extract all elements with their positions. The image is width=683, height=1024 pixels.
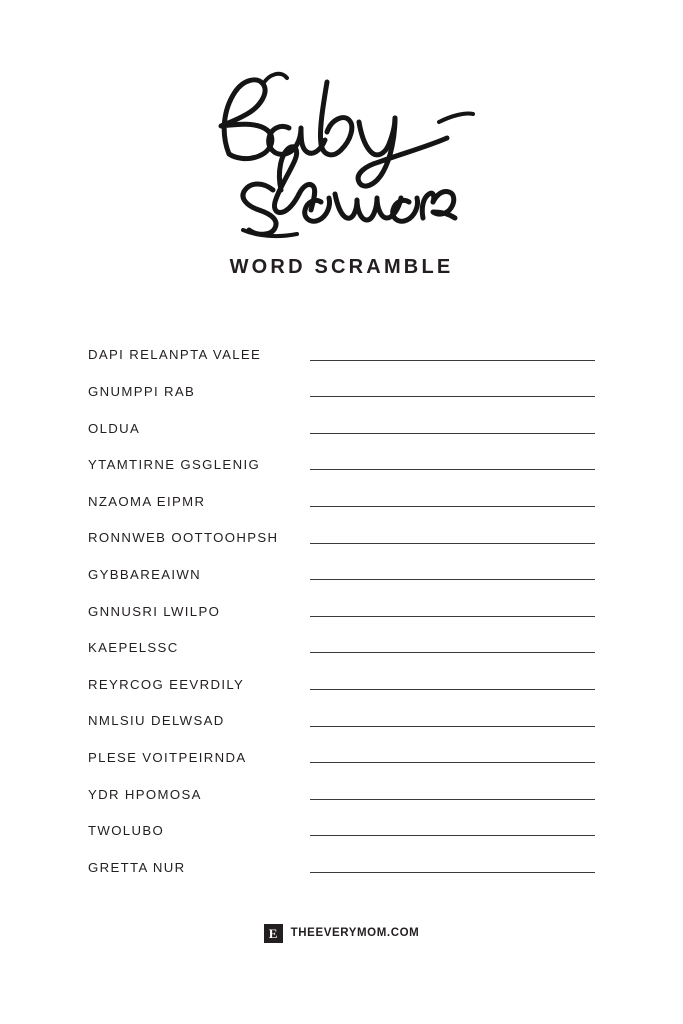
script-title-artwork bbox=[177, 62, 507, 252]
list-item bbox=[88, 697, 595, 734]
scramble-word: GRETTA NUR bbox=[88, 859, 186, 875]
scramble-word: KAEPELSSC bbox=[88, 640, 179, 656]
answer-line[interactable] bbox=[310, 688, 595, 690]
scramble-word: NZAOMA EIPMR bbox=[88, 493, 206, 509]
list-item bbox=[88, 660, 595, 697]
answer-line[interactable] bbox=[310, 798, 595, 800]
scramble-word: REYRCOG EEVRDILY bbox=[88, 676, 245, 692]
list-item bbox=[88, 807, 595, 844]
answer-line[interactable] bbox=[310, 871, 595, 873]
answer-line[interactable] bbox=[310, 651, 595, 653]
list-item bbox=[88, 404, 595, 441]
footer bbox=[264, 924, 420, 943]
answer-line[interactable] bbox=[310, 542, 595, 544]
footer-site-label: THEEVERYMOM.COM bbox=[290, 927, 420, 940]
scramble-word: RONNWEB OOTTOOHPSH bbox=[88, 530, 279, 546]
scramble-word: YDR HPOMOSA bbox=[88, 786, 202, 802]
answer-line[interactable] bbox=[310, 578, 595, 580]
list-item bbox=[88, 770, 595, 807]
scramble-word: NMLSIU DELWSAD bbox=[88, 713, 225, 729]
scramble-word: TWOLUBO bbox=[88, 823, 165, 839]
scramble-word: GNNUSRI LWILPO bbox=[88, 603, 221, 619]
list-item bbox=[88, 477, 595, 514]
scramble-word: GNUMPPI RAB bbox=[88, 383, 196, 399]
answer-line[interactable] bbox=[310, 761, 595, 763]
scramble-word: DAPI RELANPTA VALEE bbox=[88, 347, 262, 363]
everymom-logo-icon: E bbox=[264, 924, 283, 943]
answer-line[interactable] bbox=[310, 834, 595, 836]
answer-line[interactable] bbox=[310, 395, 595, 397]
answer-line[interactable] bbox=[310, 725, 595, 727]
list-item bbox=[88, 551, 595, 588]
title-block bbox=[0, 62, 683, 279]
answer-line[interactable] bbox=[310, 505, 595, 507]
scramble-word: GYBBAREAIWN bbox=[88, 566, 202, 582]
list-item bbox=[88, 331, 595, 368]
list-item bbox=[88, 734, 595, 771]
answer-line[interactable] bbox=[310, 615, 595, 617]
list-item bbox=[88, 843, 595, 880]
scramble-word: PLESE VOITPEIRNDA bbox=[88, 749, 247, 765]
list-item bbox=[88, 514, 595, 551]
answer-line[interactable] bbox=[310, 359, 595, 361]
list-item bbox=[88, 441, 595, 478]
list-item bbox=[88, 624, 595, 661]
list-item bbox=[88, 368, 595, 405]
answer-line[interactable] bbox=[310, 468, 595, 470]
list-item bbox=[88, 587, 595, 624]
scramble-word: OLDUA bbox=[88, 420, 141, 436]
scramble-list bbox=[0, 331, 683, 880]
answer-line[interactable] bbox=[310, 432, 595, 434]
scramble-word: YTAMTIRNE GSGLENIG bbox=[88, 457, 261, 473]
page-subtitle: WORD SCRAMBLE bbox=[229, 256, 454, 278]
